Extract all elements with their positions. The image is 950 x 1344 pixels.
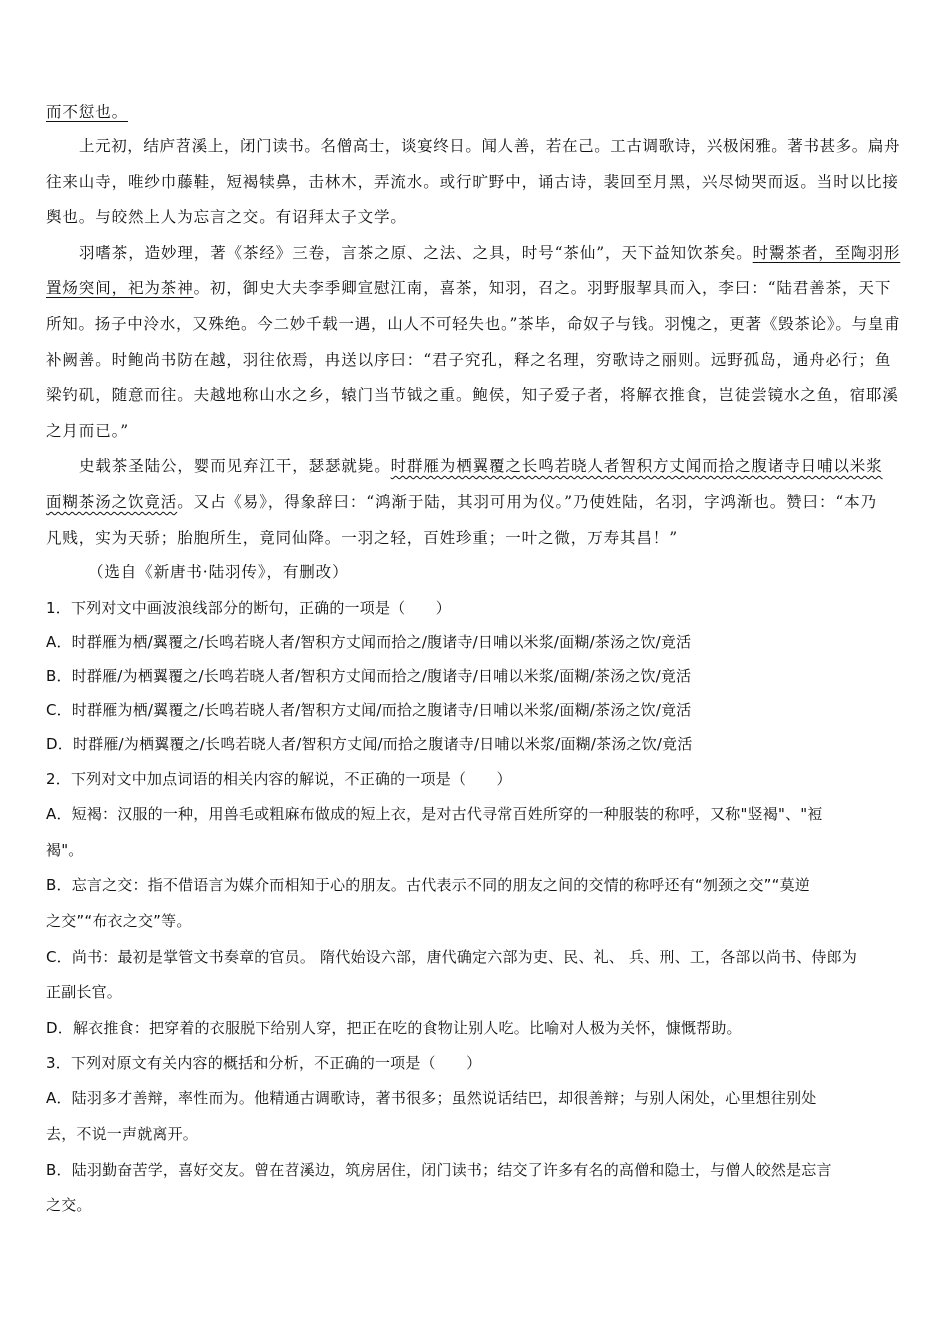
question-1-option-c: C．时群雁为栖/翼覆之/长鸣若晓人者/智积方丈闻/而拾之腹诸寺/日哺以米浆/面糊/茶汤之饮/竟活 <box>46 701 692 719</box>
question-3: 3．下列对原文有关内容的概括和分析，不正确的一项是（ ） <box>46 1054 482 1072</box>
underlined-sentence: 时鬻茶者，至陶羽形 <box>752 244 901 262</box>
question-3-option-a-cont: 去，不说一声就离开。 <box>46 1125 199 1143</box>
question-2-option-d: D．解衣推食：把穿着的衣服脱下给别人穿，把正在吃的食物让别人吃。比喻对人极为关怀，慷慨帮助。 <box>46 1019 742 1037</box>
question-2-option-b-cont: 之交”“布衣之交”等。 <box>46 912 192 930</box>
passage-paragraph-start: 上元初，结庐苕溪上，闭门读书。名僧高士，谈宴终日。闻人善，若在己。工古调歌诗，兴极闲雅。著书甚多。扁舟 <box>79 137 901 155</box>
question-2-option-c-cont: 正副长官。 <box>46 983 123 1001</box>
passage-line: 置炀突间，祀为茶神。初，御史大夫李季卿宣慰江南，喜茶，知羽，召之。羽野服挈具而入，李曰：“陆君善茶，天下 <box>46 279 892 297</box>
question-1-option-a: A．时群雁为栖/翼覆之/长鸣若晓人者/智积方丈闻而拾之/腹诸寺/日哺以米浆/面糊/茶汤之饮/竟活 <box>46 633 692 651</box>
underlined-sentence: 置炀突间，祀为茶神 <box>46 279 194 297</box>
question-2-option-c: C．尚书：最初是掌管文书奏章的官员。 隋代始设六部，唐代确定六部为吏、民、礼、 兵、刑、工，各部以尚书、侍郎为 <box>46 948 858 966</box>
question-1-option-b: B．时群雁/为栖翼覆之/长鸣若晓人者/智积方丈闻而拾之/腹诸寺/日哺以米浆/面糊/茶汤之饮/竟活 <box>46 667 692 685</box>
question-2-option-b: B．忘言之交：指不借语言为媒介而相知于心的朋友。古代表示不同的朋友之间的交情的称呼还有“刎颈之交”“莫逆 <box>46 876 811 894</box>
source-citation: （选自《新唐书·陆羽传》，有删改） <box>88 563 349 581</box>
passage-line: 梁钓矶，随意而往。夫越地称山水之乡，辕门当节钺之重。鲍侯，知子爱子者，将解衣推食，岂徒尝镜水之鱼，宿耶溪 <box>46 386 899 404</box>
passage-paragraph-start: 史载茶圣陆公，婴而见弃江干，瑟瑟就毙。时群雁为栖翼覆之长鸣若晓人者智积方丈闻而拾之腹诸寺日哺以米浆 <box>79 457 883 475</box>
passage-line: 凡贱，实为天骄；胎胞所生，竟同仙降。一羽之轻，百姓珍重；一叶之微，万寿其昌！” <box>46 529 679 547</box>
passage-line: 舆也。与皎然上人为忘言之交。有诏拜太子文学。 <box>46 208 407 226</box>
underlined-sentence: 而不愆也。 <box>46 103 129 121</box>
question-2: 2．下列对文中加点词语的相关内容的解说，不正确的一项是（ ） <box>46 770 512 788</box>
passage-line: 往来山寺，唯纱巾藤鞋，短褐犊鼻，击林木，弄流水。或行旷野中，诵古诗，裴回至月黑，兴尽恸哭而返。当时以比接 <box>46 173 899 191</box>
passage-line: 之月而已。” <box>46 422 130 440</box>
wavy-underlined-sentence: 面糊茶汤之饮竟活 <box>46 493 178 511</box>
question-3-option-a: A．陆羽多才善辩，率性而为。他精通古调歌诗，著书很多；虽然说话结巴，却很善辩；与别人闲处，心里想往别处 <box>46 1089 817 1107</box>
question-2-option-a: A．短褐：汉服的一种，用兽毛或粗麻布做成的短上衣，是对古代寻常百姓所穿的一种服装的称呼，又称"竖褐"、"裋 <box>46 805 823 823</box>
passage-line: 补阙善。时鲍尚书防在越，羽往依焉，冉送以序曰：“君子究孔，释之名理，穷歌诗之丽则。远野孤岛，通舟必行；鱼 <box>46 351 892 369</box>
question-1-option-d: D．时群雁/为栖翼覆之/长鸣若晓人者/智积方丈闻/而拾之腹诸寺/日哺以米浆/面糊/茶汤之饮/竟活 <box>46 735 693 753</box>
question-1: 1．下列对文中画波浪线部分的断句，正确的一项是（ ） <box>46 599 451 617</box>
wavy-underlined-sentence: 时群雁为栖翼覆之长鸣若晓人者智积方丈闻而拾之腹诸寺日哺以米浆 <box>390 457 883 475</box>
passage-line: 面糊茶汤之饮竟活。又占《易》，得象辞曰：“鸿渐于陆，其羽可用为仪。”乃使姓陆，名羽，字鸿渐也。赞曰：“本乃 <box>46 493 877 511</box>
passage-line: 所知。扬子中泠水，又殊绝。今二妙千载一遇，山人不可轻失也。”茶毕，命奴子与钱。羽愧之，更著《毁茶论》。与皇甫 <box>46 315 901 333</box>
question-2-option-a-cont: 褐"。 <box>46 841 84 859</box>
question-3-option-b-cont: 之交。 <box>46 1196 92 1214</box>
question-3-option-b: B．陆羽勤奋苦学，喜好交友。曾在苕溪边，筑房居住，闭门读书；结交了许多有名的高僧和隐士，与僧人皎然是忘言 <box>46 1161 832 1179</box>
passage-line <box>46 102 128 122</box>
passage-paragraph-start: 羽嗜茶，造妙理，著《茶经》三卷，言茶之原、之法、之具，时号“茶仙”，天下益知饮茶矣。时鬻茶者，至陶羽形 <box>79 244 901 262</box>
